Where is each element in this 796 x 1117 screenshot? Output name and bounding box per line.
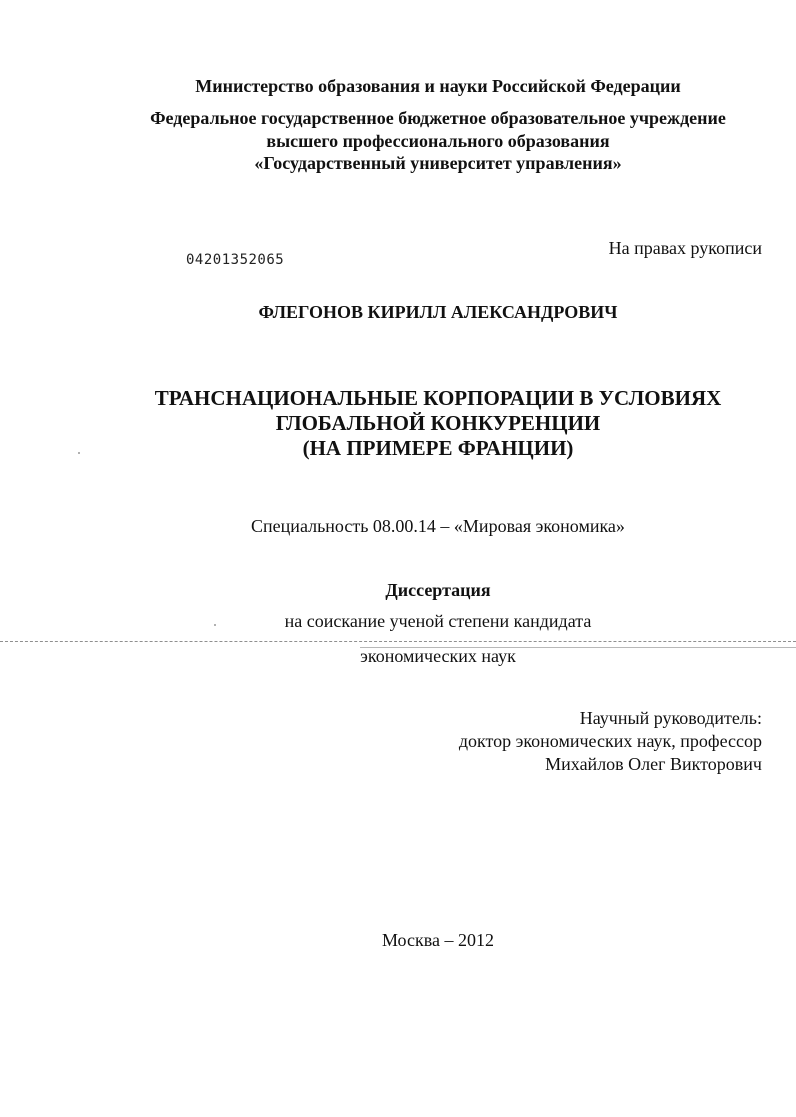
supervisor-degree: доктор экономических наук, профессор [458,731,762,751]
author-name: ФЛЕГОНОВ КИРИЛЛ АЛЕКСАНДРОВИЧ [258,302,618,322]
thesis-title-line-1: ТРАНСНАЦИОНАЛЬНЫЕ КОРПОРАЦИИ В УСЛОВИЯХ [154,386,722,410]
scan-speck [78,452,80,454]
scan-speck [214,624,216,626]
dissertation-heading: Диссертация [385,580,491,600]
institution-line-2: высшего профессионального образования [266,131,610,151]
specialty-line: Специальность 08.00.14 – «Мировая экономика» [251,516,625,536]
institution-line-1: Федеральное государственное бюджетное образовательное учреждение [150,108,726,128]
document-code: 04201352065 [186,252,285,268]
supervisor-label: Научный руководитель: [579,708,762,728]
rights-note: На правах рукописи [608,238,762,258]
thesis-title-line-3: (НА ПРИМЕРЕ ФРАНЦИИ) [302,436,574,460]
thesis-title-line-2: ГЛОБАЛЬНОЙ КОНКУРЕНЦИИ [275,411,601,435]
dissertation-line-1: на соискание ученой степени кандидата [284,611,592,631]
ministry-heading: Министерство образования и науки Российской Федерации [195,76,681,96]
scan-artifact-line [0,641,796,642]
city-year: Москва – 2012 [382,930,494,950]
institution-line-3: «Государственный университет управления» [254,153,622,173]
dissertation-line-2: экономических наук [360,646,516,666]
supervisor-block [459,707,762,776]
supervisor-name: Михайлов Олег Викторович [545,754,762,774]
